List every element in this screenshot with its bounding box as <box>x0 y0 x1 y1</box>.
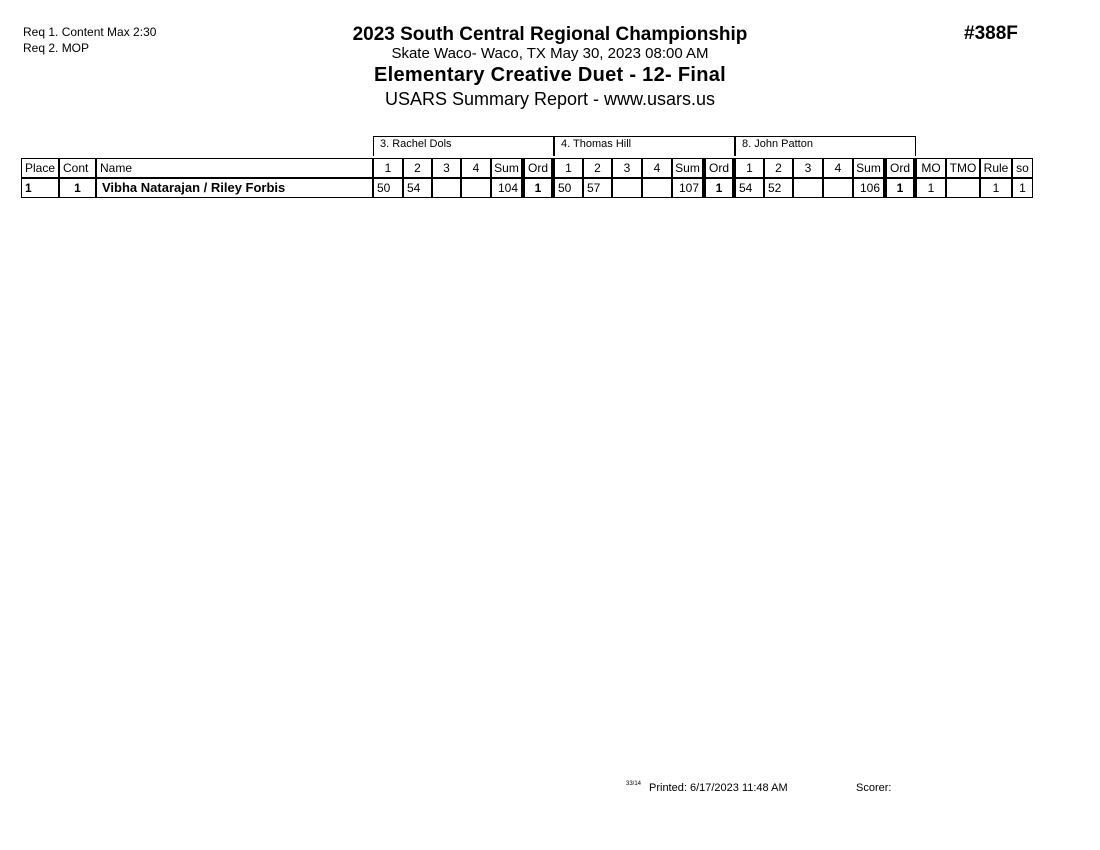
competition-title: 2023 South Central Regional Championship <box>352 24 748 45</box>
j3-score-1: 54 <box>735 178 764 198</box>
j3-score-3 <box>793 178 823 198</box>
j3-col-3-header: 3 <box>793 158 823 178</box>
j1-score-3 <box>432 178 461 198</box>
j2-sum-header: Sum <box>672 158 703 178</box>
col-so-header: so <box>1012 158 1033 178</box>
rule-cell: 1 <box>980 178 1012 198</box>
j1-col-4-header: 4 <box>461 158 491 178</box>
j2-ordinal: 1 <box>703 178 735 198</box>
j1-score-2: 54 <box>403 178 432 198</box>
j1-ord-header: Ord <box>522 158 554 178</box>
judge-2-name: 4. Thomas Hill <box>554 136 735 156</box>
place-cell: 1 <box>21 178 59 198</box>
j1-score-1: 50 <box>373 178 403 198</box>
j3-col-4-header: 4 <box>823 158 853 178</box>
j3-col-2-header: 2 <box>764 158 793 178</box>
col-place-header: Place <box>21 158 59 178</box>
j2-score-2: 57 <box>583 178 612 198</box>
col-rule-header: Rule <box>980 158 1012 178</box>
mo-cell: 1 <box>916 178 946 198</box>
skater-name-cell: Vibha Natarajan / Riley Forbis <box>96 178 373 198</box>
j2-sum: 107 <box>672 178 703 198</box>
event-number: #388F <box>964 23 1018 44</box>
footer-code: 33/14 <box>626 781 642 787</box>
location-date: Skate Waco- Waco, TX May 30, 2023 08:00 AM <box>391 45 709 62</box>
j3-ordinal: 1 <box>884 178 916 198</box>
j1-sum: 104 <box>491 178 522 198</box>
j1-col-3-header: 3 <box>432 158 461 178</box>
j1-score-4 <box>461 178 491 198</box>
j1-col-2-header: 2 <box>403 158 432 178</box>
printed-timestamp: Printed: 6/17/2023 11:48 AM <box>649 782 788 794</box>
judge-1-name: 3. Rachel Dols <box>373 136 554 156</box>
j3-score-4 <box>823 178 853 198</box>
j3-sum-header: Sum <box>853 158 884 178</box>
requirement-2: Req 2. MOP <box>23 41 90 55</box>
event-title: Elementary Creative Duet - 12- Final <box>373 64 727 86</box>
j2-col-1-header: 1 <box>554 158 583 178</box>
report-title: USARS Summary Report - www.usars.us <box>384 89 716 109</box>
j2-col-2-header: 2 <box>583 158 612 178</box>
j3-score-2: 52 <box>764 178 793 198</box>
tmo-cell <box>946 178 980 198</box>
j1-sum-header: Sum <box>491 158 522 178</box>
j2-col-4-header: 4 <box>642 158 672 178</box>
col-mo-header: MO <box>916 158 946 178</box>
cont-cell: 1 <box>59 178 96 198</box>
judge-3-name: 8. John Patton <box>735 136 916 156</box>
col-tmo-header: TMO <box>946 158 980 178</box>
j2-score-4 <box>642 178 672 198</box>
j3-sum: 106 <box>853 178 884 198</box>
col-name-header: Name <box>96 158 373 178</box>
j2-col-3-header: 3 <box>612 158 642 178</box>
j2-score-3 <box>612 178 642 198</box>
scorer-label: Scorer: <box>856 782 892 794</box>
j3-ord-header: Ord <box>884 158 916 178</box>
j2-ord-header: Ord <box>703 158 735 178</box>
j1-col-1-header: 1 <box>373 158 403 178</box>
requirement-1: Req 1. Content Max 2:30 <box>23 25 157 39</box>
j3-col-1-header: 1 <box>735 158 764 178</box>
so-cell: 1 <box>1012 178 1033 198</box>
j1-ordinal: 1 <box>522 178 554 198</box>
col-cont-header: Cont <box>59 158 96 178</box>
j2-score-1: 50 <box>554 178 583 198</box>
